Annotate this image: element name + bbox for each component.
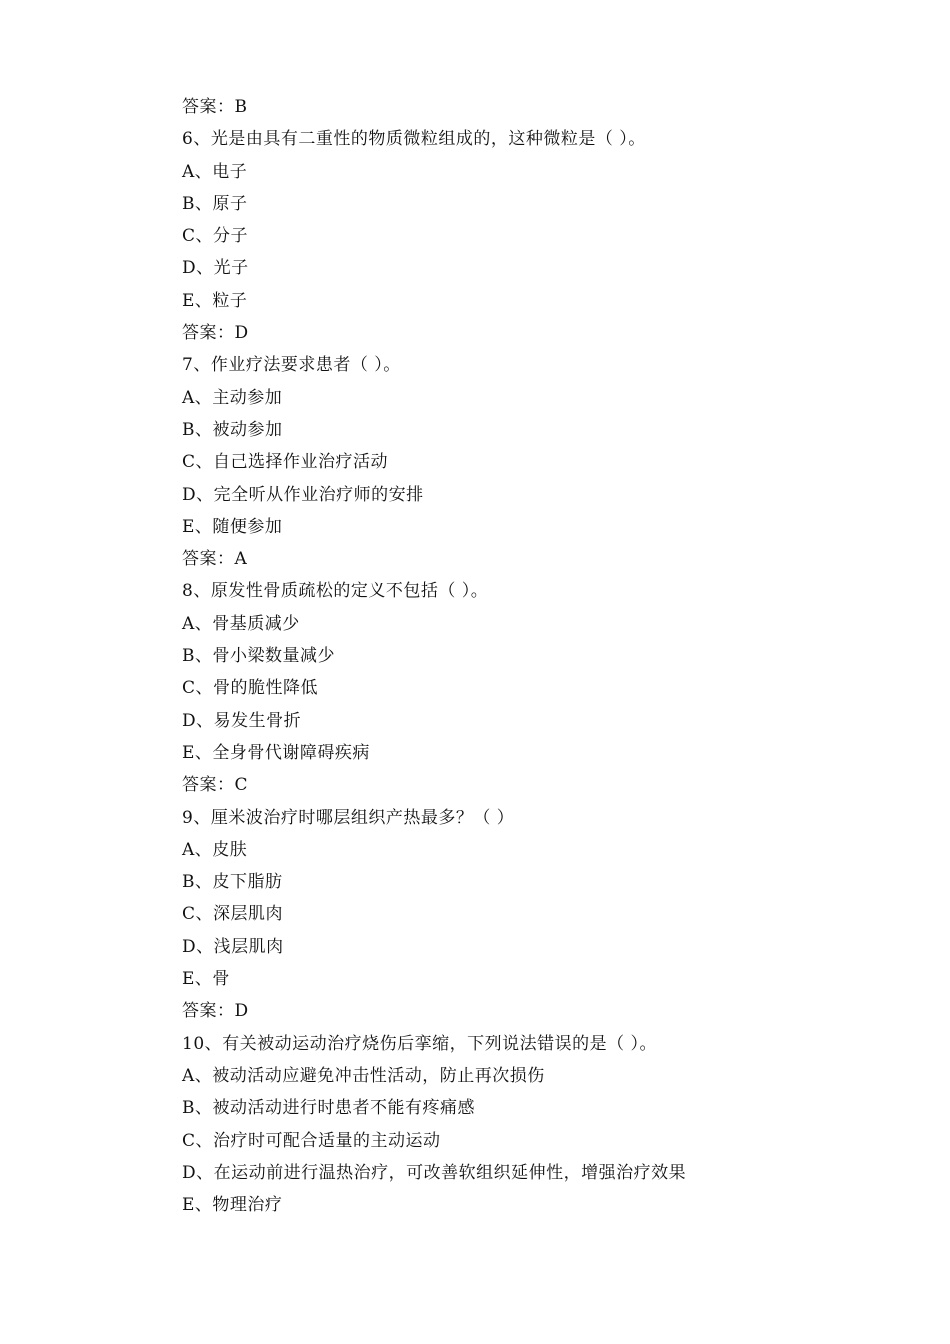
question-line: 8、原发性骨质疏松的定义不包括（ ）。 [182, 581, 489, 602]
option-line: B、被动参加 [182, 419, 283, 440]
question-line: 6、光是由具有二重性的物质微粒组成的，这种微粒是（ ）。 [182, 129, 646, 150]
option-line: E、全身骨代谢障碍疾病 [182, 742, 370, 763]
option-line: A、主动参加 [182, 387, 283, 408]
option-line: D、浅层肌肉 [182, 936, 284, 957]
option-line: B、原子 [182, 193, 248, 214]
question-line: 7、作业疗法要求患者（ ）。 [182, 355, 401, 376]
option-line: A、被动活动应避免冲击性活动，防止再次损伤 [182, 1065, 545, 1086]
answer-line: 答案：C [182, 775, 249, 796]
option-line: D、光子 [182, 258, 249, 279]
option-line: D、易发生骨折 [182, 710, 302, 731]
option-line: A、骨基质减少 [182, 613, 300, 634]
answer-line: 答案：D [182, 323, 249, 344]
option-line: E、骨 [182, 969, 230, 990]
option-line: C、深层肌肉 [182, 904, 284, 925]
answer-line: 答案：B [182, 97, 248, 117]
option-line: B、被动活动进行时患者不能有疼痛感 [182, 1098, 475, 1119]
option-line: A、电子 [182, 161, 248, 182]
answer-line: 答案：D [182, 1001, 249, 1022]
answer-line: 答案：A [182, 549, 248, 570]
option-line: E、随便参加 [182, 516, 283, 537]
option-line: A、皮肤 [182, 839, 248, 860]
question-line: 10、有关被动运动治疗烧伤后挛缩，下列说法错误的是（ ）。 [182, 1033, 658, 1054]
option-line: E、粒子 [182, 290, 248, 311]
option-line: C、分子 [182, 226, 249, 247]
option-line: D、完全听从作业治疗师的安排 [182, 484, 424, 505]
option-line: D、在运动前进行温热治疗，可改善软组织延伸性，增强治疗效果 [182, 1162, 687, 1183]
option-line: C、骨的脆性降低 [182, 678, 319, 699]
document-page [182, 91, 902, 1221]
option-line: B、皮下脂肪 [182, 872, 283, 893]
option-line: C、治疗时可配合适量的主动运动 [182, 1130, 441, 1151]
option-line: E、物理治疗 [182, 1195, 283, 1216]
option-line: C、自己选择作业治疗活动 [182, 452, 389, 473]
option-line: B、骨小梁数量减少 [182, 646, 335, 667]
question-line: 9、厘米波治疗时哪层组织产热最多？（ ） [182, 807, 515, 828]
